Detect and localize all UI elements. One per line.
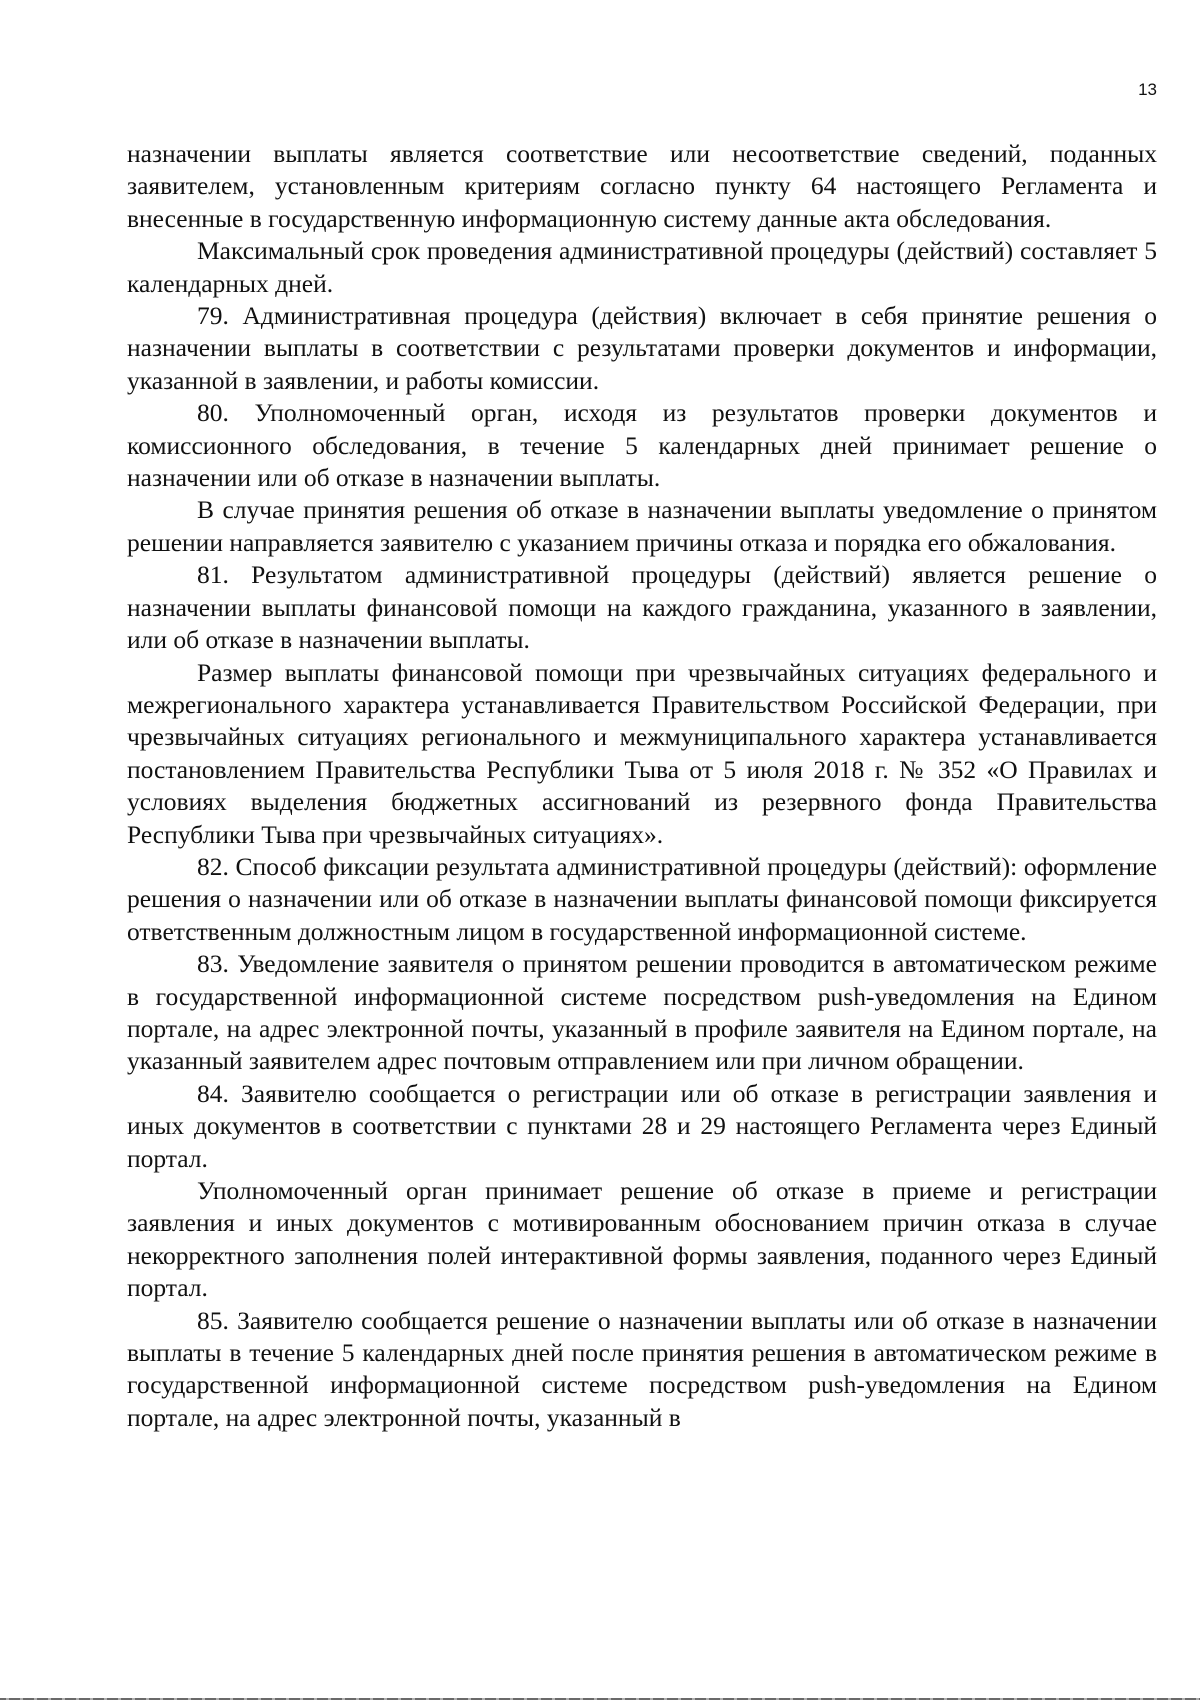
paragraph: Максимальный срок проведения административной процедуры (действий) составляет 5 календарных дней.	[127, 236, 1157, 298]
page-number: 13	[1138, 80, 1157, 99]
paragraph: Размер выплаты финансовой помощи при чрезвычайных ситуациях федерального и межрегионального характера устанавливается Правительством Российской Федерации, при чрезвычайных ситуациях регионального и межмуниципального характера устанавливается постановлением Правительства Республики Тыва от 5 июля 2018 г. № 352 «О Правилах и условиях выделения бюджетных ассигнований из резервного фонда Правительства Республики Тыва при чрезвычайных ситуациях».	[127, 657, 1157, 849]
paragraph: 85. Заявителю сообщается решение о назначении выплаты или об отказе в назначении выплаты в течение 5 календарных дней после принятия решения в автоматическом режиме в государственной информационной системе посредством push-уведомления на Едином портале, на адрес электронной почты, указанный в	[127, 1305, 1157, 1432]
document-body	[127, 138, 1157, 1434]
paragraph: 79. Административная процедура (действия) включает в себя принятие решения о назначении выплаты в соответствии с результатами проверки документов и информации, указанной в заявлении, и работы комиссии.	[127, 301, 1157, 395]
scan-edge-line	[0, 1698, 1200, 1700]
paragraph: Уполномоченный орган принимает решение об отказе в приеме и регистрации заявления и иных документов с мотивированным обоснованием причин отказа в случае некорректного заполнения полей интерактивной формы заявления, поданного через Единый портал.	[127, 1176, 1157, 1303]
paragraph: 80. Уполномоченный орган, исходя из результатов проверки документов и комиссионного обследования, в течение 5 календарных дней принимает решение о назначении или об отказе в назначении выплаты.	[127, 398, 1157, 493]
paragraph: 82. Способ фиксации результата административной процедуры (действий): оформление решения о назначении или об отказе в назначении выплаты финансовой помощи фиксируется ответственным должностным лицом в государственной информационной системе.	[127, 851, 1157, 946]
paragraph: назначении выплаты является соответствие или несоответствие сведений, поданных заявителем, установленным критериям согласно пункту 64 настоящего Регламента и внесенные в государственную информационную систему данные акта обследования.	[127, 139, 1157, 233]
paragraph: 81. Результатом административной процедуры (действий) является решение о назначении выплаты финансовой помощи на каждого гражданина, указанного в заявлении, или об отказе в назначении выплаты.	[127, 560, 1157, 655]
paragraph: 84. Заявителю сообщается о регистрации или об отказе в регистрации заявления и иных документов в соответствии с пунктами 28 и 29 настоящего Регламента через Единый портал.	[127, 1078, 1157, 1173]
paragraph: В случае принятия решения об отказе в назначении выплаты уведомление о принятом решении направляется заявителю с указанием причины отказа и порядка его обжалования.	[127, 495, 1157, 557]
paragraph: 83. Уведомление заявителя о принятом решении проводится в автоматическом режиме в государственной информационной системе посредством push-уведомления на Едином портале, на адрес электронной почты, указанный в профиле заявителя на Едином портале, на указанный заявителем адрес почтовым отправлением или при личном обращении.	[127, 949, 1157, 1076]
